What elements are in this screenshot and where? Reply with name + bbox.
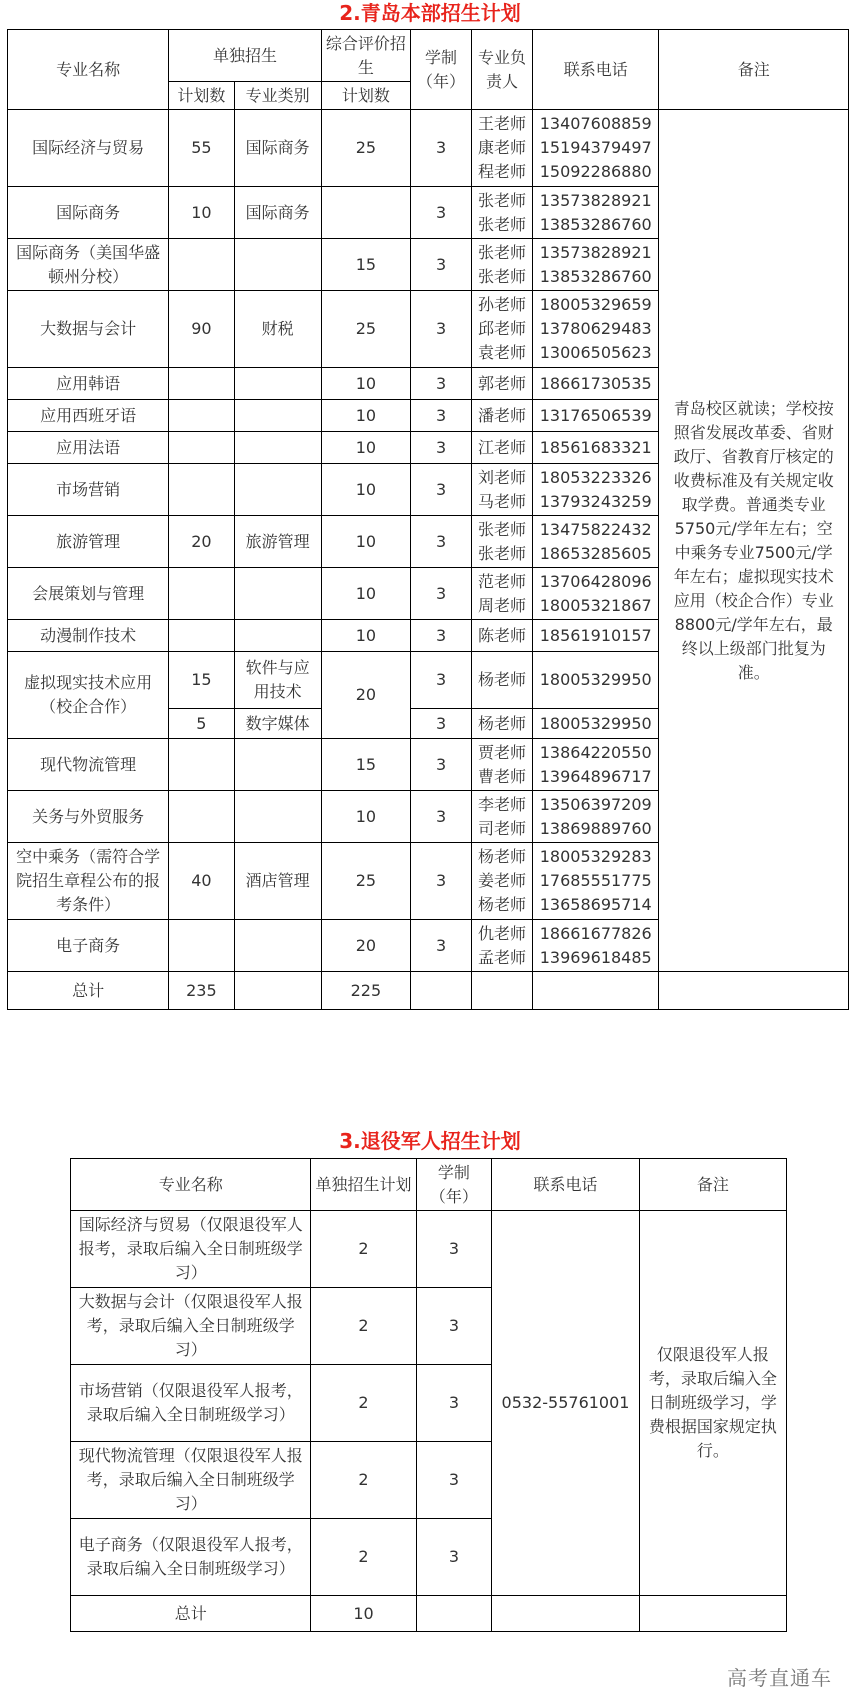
leaders <box>472 464 533 516</box>
phones-line: 15092286880 <box>539 162 652 181</box>
leaders-line: 范老师 <box>478 571 527 591</box>
leaders-line: 杨老师 <box>478 895 527 914</box>
comprehensive-plan-count: 25 <box>321 291 410 368</box>
header-leader: 专业负责人 <box>472 30 533 110</box>
single-plan-count <box>169 432 234 464</box>
years: 3 <box>411 568 472 620</box>
phones-line: 13658695714 <box>539 895 652 914</box>
leaders-line: 张老师 <box>478 190 527 210</box>
phones <box>533 368 659 400</box>
major-category: 国际商务 <box>234 110 321 187</box>
comprehensive-plan-count: 20 <box>321 652 410 739</box>
empty-cell <box>492 1596 639 1632</box>
leaders-line: 康老师 <box>478 138 527 157</box>
leaders <box>472 791 533 843</box>
table-row <box>8 110 849 187</box>
table-row <box>71 1211 787 1288</box>
phones-line: 13793243259 <box>539 491 652 511</box>
leaders-line: 王老师 <box>478 114 527 133</box>
phones <box>533 291 659 368</box>
major-category <box>234 464 321 516</box>
phones-line: 18005329659 <box>539 295 652 314</box>
phones-line: 13475822432 <box>539 519 652 539</box>
header-row <box>8 30 849 82</box>
leaders-line: 刘老师 <box>478 467 527 487</box>
major-name: 国际商务（美国华盛顿州分校） <box>8 239 169 291</box>
header-phone: 联系电话 <box>533 30 659 110</box>
header-plan-count: 计划数 <box>169 82 234 110</box>
header-comprehensive: 综合评价招生 <box>321 30 410 82</box>
major-category: 国际商务 <box>234 187 321 239</box>
years: 3 <box>416 1365 492 1442</box>
major-category <box>234 400 321 432</box>
phones-line: 13006505623 <box>539 343 652 362</box>
leaders <box>472 239 533 291</box>
phones <box>533 920 659 972</box>
phones: 18005329950 <box>533 709 659 739</box>
phones-line: 18005321867 <box>539 595 652 615</box>
major-name: 虚拟现实技术应用（校企合作） <box>8 652 169 739</box>
single-plan-count <box>169 568 234 620</box>
phones-line: 18053223326 <box>539 467 652 487</box>
major-name: 会展策划与管理 <box>8 568 169 620</box>
leaders <box>472 368 533 400</box>
major-category <box>234 739 321 791</box>
major-category: 财税 <box>234 291 321 368</box>
veteran-plan-table <box>70 1158 787 1632</box>
major-name: 市场营销（仅限退役军人报考，录取后编入全日制班级学习） <box>71 1365 311 1442</box>
comprehensive-plan-count: 10 <box>321 620 410 652</box>
single-plan-count: 90 <box>169 291 234 368</box>
leaders <box>472 187 533 239</box>
total-plan: 10 <box>311 1596 416 1632</box>
total-label: 总计 <box>71 1596 311 1632</box>
empty-cell <box>659 972 849 1010</box>
leaders-line: 司老师 <box>478 818 527 838</box>
leaders-line: 张老师 <box>478 266 527 286</box>
total-single: 235 <box>169 972 234 1010</box>
contact-phone: 0532-55761001 <box>492 1211 639 1596</box>
comprehensive-plan-count: 10 <box>321 516 410 568</box>
major-name: 电子商务 <box>8 920 169 972</box>
major-category <box>234 368 321 400</box>
phones-line: 18561910157 <box>539 625 652 645</box>
phones-line: 18005329283 <box>539 847 652 866</box>
major-name: 动漫制作技术 <box>8 620 169 652</box>
years: 3 <box>411 620 472 652</box>
header-plan-count-comprehensive: 计划数 <box>321 82 410 110</box>
major-name: 大数据与会计 <box>8 291 169 368</box>
phones: 18005329950 <box>533 652 659 709</box>
comprehensive-plan-count: 15 <box>321 239 410 291</box>
header-major: 专业名称 <box>8 30 169 110</box>
phones-line: 13706428096 <box>539 571 652 591</box>
single-plan-count <box>169 368 234 400</box>
phones <box>533 432 659 464</box>
leaders-line: 陈老师 <box>478 625 527 645</box>
major-name: 电子商务（仅限退役军人报考，录取后编入全日制班级学习） <box>71 1519 311 1596</box>
phones-line: 17685551775 <box>539 871 652 890</box>
comprehensive-plan-count: 10 <box>321 464 410 516</box>
major-category: 旅游管理 <box>234 516 321 568</box>
empty-cell <box>411 972 472 1010</box>
leaders <box>472 568 533 620</box>
phones <box>533 791 659 843</box>
single-plan-count: 40 <box>169 843 234 920</box>
phones <box>533 568 659 620</box>
major-name: 国际经济与贸易 <box>8 110 169 187</box>
years: 3 <box>411 187 472 239</box>
major-name: 国际经济与贸易（仅限退役军人报考，录取后编入全日制班级学习） <box>71 1211 311 1288</box>
comprehensive-plan-count: 25 <box>321 843 410 920</box>
major-category: 酒店管理 <box>234 843 321 920</box>
years: 3 <box>416 1442 492 1519</box>
leaders-line: 曹老师 <box>478 766 527 786</box>
major-category <box>234 620 321 652</box>
header-phone: 联系电话 <box>492 1159 639 1211</box>
leaders-line: 张老师 <box>478 242 527 262</box>
leaders <box>472 920 533 972</box>
comprehensive-plan-count <box>321 187 410 239</box>
comprehensive-plan-count: 15 <box>321 739 410 791</box>
phones-line: 13407608859 <box>539 114 652 133</box>
phones <box>533 464 659 516</box>
empty-cell <box>639 1596 786 1632</box>
major-name: 现代物流管理（仅限退役军人报考，录取后编入全日制班级学习） <box>71 1442 311 1519</box>
leaders <box>472 110 533 187</box>
single-plan-count: 2 <box>311 1365 416 1442</box>
single-plan-count: 2 <box>311 1211 416 1288</box>
years: 3 <box>416 1519 492 1596</box>
major-name: 国际商务 <box>8 187 169 239</box>
phones <box>533 400 659 432</box>
phones-line: 18661730535 <box>539 373 652 393</box>
phones-line: 13869889760 <box>539 818 652 838</box>
single-plan-count: 5 <box>169 709 234 739</box>
leaders-line: 邱老师 <box>478 319 527 338</box>
single-plan-count: 2 <box>311 1442 416 1519</box>
single-plan-count <box>169 739 234 791</box>
leaders: 杨老师 <box>472 652 533 709</box>
phones <box>533 843 659 920</box>
phones-line: 13780629483 <box>539 319 652 338</box>
leaders-line: 程老师 <box>478 162 527 181</box>
phones-line: 13864220550 <box>539 742 652 762</box>
years: 3 <box>411 464 472 516</box>
single-plan-count <box>169 239 234 291</box>
phones <box>533 110 659 187</box>
empty-cell <box>533 972 659 1010</box>
comprehensive-plan-count: 10 <box>321 791 410 843</box>
header-row <box>71 1159 787 1211</box>
empty-cell <box>234 972 321 1010</box>
comprehensive-plan-count: 10 <box>321 400 410 432</box>
years: 3 <box>411 739 472 791</box>
leaders <box>472 516 533 568</box>
qingdao-plan-table <box>7 29 849 1010</box>
years: 3 <box>411 791 472 843</box>
leaders-line: 孙老师 <box>478 295 527 314</box>
leaders-line: 江老师 <box>478 437 527 457</box>
phones <box>533 239 659 291</box>
major-name: 应用法语 <box>8 432 169 464</box>
section2-title: 2.青岛本部招生计划 <box>339 1 521 25</box>
phones <box>533 187 659 239</box>
phones-line: 13573828921 <box>539 190 652 210</box>
years: 3 <box>411 516 472 568</box>
phones-line: 13969618485 <box>539 947 652 967</box>
leaders-line: 李老师 <box>478 794 527 814</box>
single-plan-count: 2 <box>311 1288 416 1365</box>
major-category <box>234 432 321 464</box>
single-plan-count: 2 <box>311 1519 416 1596</box>
leaders-line: 郭老师 <box>478 373 527 393</box>
note-text: 青岛校区就读；学校按照省发展改革委、省财政厅、省教育厅核定的收费标准及有关规定收取学费。普通类专业5750元/学年左右；空中乘务专业7500元/学年左右；虚拟现实技术应用（校企合作）专业8800元/学年左右，最终以上级部门批复为准。 <box>659 110 849 972</box>
major-category: 软件与应用技术 <box>234 652 321 709</box>
major-name: 应用韩语 <box>8 368 169 400</box>
years: 3 <box>411 709 472 739</box>
years: 3 <box>411 400 472 432</box>
header-major: 专业名称 <box>71 1159 311 1211</box>
leaders-line: 潘老师 <box>478 405 527 425</box>
header-years: 学制（年） <box>416 1159 492 1211</box>
phones-line: 13176506539 <box>539 405 652 425</box>
phones <box>533 516 659 568</box>
comprehensive-plan-count: 20 <box>321 920 410 972</box>
phones-line: 13853286760 <box>539 266 652 286</box>
comprehensive-plan-count: 10 <box>321 568 410 620</box>
major-category <box>234 239 321 291</box>
major-name: 应用西班牙语 <box>8 400 169 432</box>
years: 3 <box>411 432 472 464</box>
section3-title: 3.退役军人招生计划 <box>339 1129 521 1153</box>
leaders <box>472 620 533 652</box>
major-category <box>234 920 321 972</box>
major-name: 关务与外贸服务 <box>8 791 169 843</box>
header-category: 专业类别 <box>234 82 321 110</box>
leaders-line: 周老师 <box>478 595 527 615</box>
leaders <box>472 291 533 368</box>
major-name: 旅游管理 <box>8 516 169 568</box>
phones-line: 13573828921 <box>539 242 652 262</box>
single-plan-count <box>169 920 234 972</box>
single-plan-count: 55 <box>169 110 234 187</box>
major-category: 数字媒体 <box>234 709 321 739</box>
years: 3 <box>411 368 472 400</box>
comprehensive-plan-count: 10 <box>321 368 410 400</box>
header-note: 备注 <box>659 30 849 110</box>
years: 3 <box>411 652 472 709</box>
single-plan-count: 15 <box>169 652 234 709</box>
leaders-line: 马老师 <box>478 491 527 511</box>
phones-line: 13964896717 <box>539 766 652 786</box>
years: 3 <box>411 291 472 368</box>
single-plan-count: 10 <box>169 187 234 239</box>
phones-line: 13506397209 <box>539 794 652 814</box>
single-plan-count <box>169 464 234 516</box>
total-comprehensive: 225 <box>321 972 410 1010</box>
comprehensive-plan-count: 25 <box>321 110 410 187</box>
leaders-line: 张老师 <box>478 214 527 234</box>
single-plan-count <box>169 620 234 652</box>
leaders-line: 贾老师 <box>478 742 527 762</box>
phones-line: 18661677826 <box>539 923 652 943</box>
empty-cell <box>416 1596 492 1632</box>
single-plan-count: 20 <box>169 516 234 568</box>
years: 3 <box>411 920 472 972</box>
major-name: 现代物流管理 <box>8 739 169 791</box>
watermark-text: 高考直通车 <box>727 1666 832 1690</box>
header-single: 单独招生计划 <box>311 1159 416 1211</box>
comprehensive-plan-count: 10 <box>321 432 410 464</box>
leaders-line: 袁老师 <box>478 343 527 362</box>
leaders <box>472 432 533 464</box>
empty-cell <box>472 972 533 1010</box>
single-plan-count <box>169 400 234 432</box>
total-label: 总计 <box>8 972 169 1010</box>
leaders-line: 姜老师 <box>478 871 527 890</box>
years: 3 <box>411 239 472 291</box>
leaders-line: 孟老师 <box>478 947 527 967</box>
leaders: 杨老师 <box>472 709 533 739</box>
years: 3 <box>411 110 472 187</box>
leaders-line: 张老师 <box>478 519 527 539</box>
leaders-line: 张老师 <box>478 543 527 563</box>
major-category <box>234 568 321 620</box>
phones-line: 13853286760 <box>539 214 652 234</box>
years: 3 <box>416 1211 492 1288</box>
leaders <box>472 843 533 920</box>
phones <box>533 620 659 652</box>
phones <box>533 739 659 791</box>
phones-line: 18653285605 <box>539 543 652 563</box>
major-name: 市场营销 <box>8 464 169 516</box>
leaders-line: 杨老师 <box>478 847 527 866</box>
leaders <box>472 739 533 791</box>
major-name: 空中乘务（需符合学院招生章程公布的报考条件） <box>8 843 169 920</box>
note-text: 仅限退役军人报考，录取后编入全日制班级学习，学费根据国家规定执行。 <box>639 1211 786 1596</box>
years: 3 <box>411 843 472 920</box>
header-single: 单独招生 <box>169 30 322 82</box>
total-row <box>71 1596 787 1632</box>
leaders-line: 仇老师 <box>478 923 527 943</box>
major-name: 大数据与会计（仅限退役军人报考，录取后编入全日制班级学习） <box>71 1288 311 1365</box>
phones-line: 18561683321 <box>539 437 652 457</box>
phones-line: 15194379497 <box>539 138 652 157</box>
major-category <box>234 791 321 843</box>
header-note: 备注 <box>639 1159 786 1211</box>
leaders <box>472 400 533 432</box>
total-row <box>8 972 849 1010</box>
years: 3 <box>416 1288 492 1365</box>
single-plan-count <box>169 791 234 843</box>
header-years: 学制（年） <box>411 30 472 110</box>
